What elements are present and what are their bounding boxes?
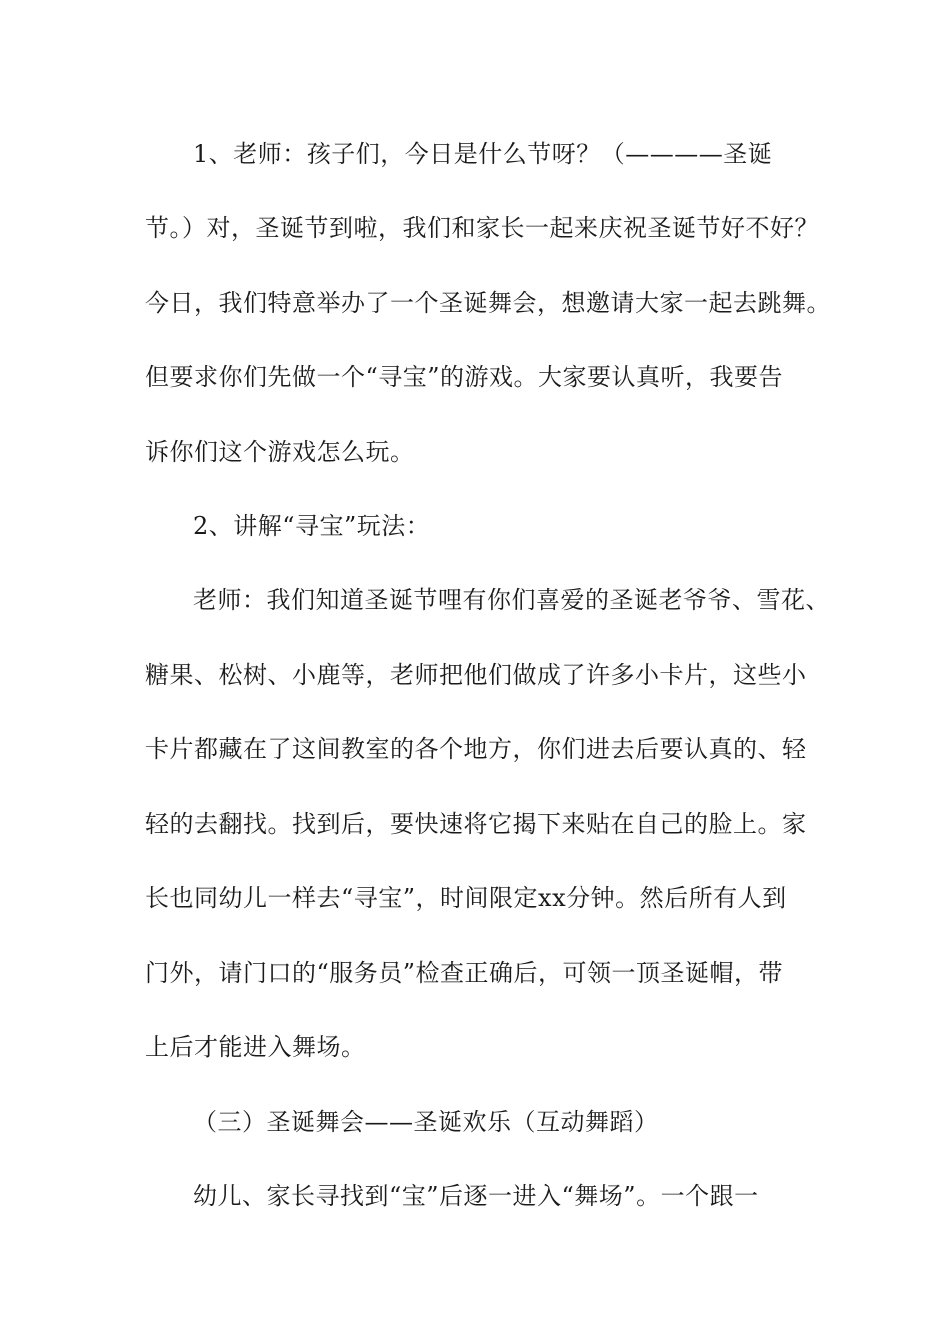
paragraph-3-line-1: 幼儿、家长寻找到“宝”后逐一进入“舞场”。一个跟一: [193, 1182, 759, 1210]
paragraph-1-line-3: 今日，我们特意举办了一个圣诞舞会，想邀请大家一起去跳舞。: [145, 289, 831, 317]
paragraph-2-line-4: 轻的去翻找。找到后，要快速将它揭下来贴在自己的脸上。家: [145, 810, 807, 838]
paragraph-2-line-1: 老师：我们知道圣诞节哩有你们喜爱的圣诞老爷爷、雪花、: [193, 586, 830, 614]
paragraph-2-line-7: 上后才能进入舞场。: [145, 1033, 366, 1061]
paragraph-1-line-4: 但要求你们先做一个“寻宝”的游戏。大家要认真听，我要告: [145, 363, 784, 391]
paragraph-1-line-5: 诉你们这个游戏怎么玩。: [145, 438, 415, 466]
paragraph-2-line-3: 卡片都藏在了这间教室的各个地方，你们进去后要认真的、轻: [145, 735, 807, 763]
paragraph-2-line-5: 长也同幼儿一样去“寻宝”，时间限定xx分钟。然后所有人到: [145, 884, 787, 912]
section-heading-3: （三）圣诞舞会——圣诞欢乐（互动舞蹈）: [193, 1108, 659, 1136]
paragraph-1-line-1: 1、老师：孩子们，今日是什么节呀？（————圣诞: [193, 140, 773, 168]
section-heading-2: 2、讲解“寻宝”玩法：: [193, 512, 431, 540]
paragraph-2-line-2: 糖果、松树、小鹿等，老师把他们做成了许多小卡片，这些小: [145, 661, 807, 689]
paragraph-2-line-6: 门外，请门口的“服务员”检查正确后，可领一顶圣诞帽，带: [145, 959, 784, 987]
paragraph-1-line-2: 节。）对，圣诞节到啦，我们和家长一起来庆祝圣诞节好不好？: [145, 214, 819, 242]
